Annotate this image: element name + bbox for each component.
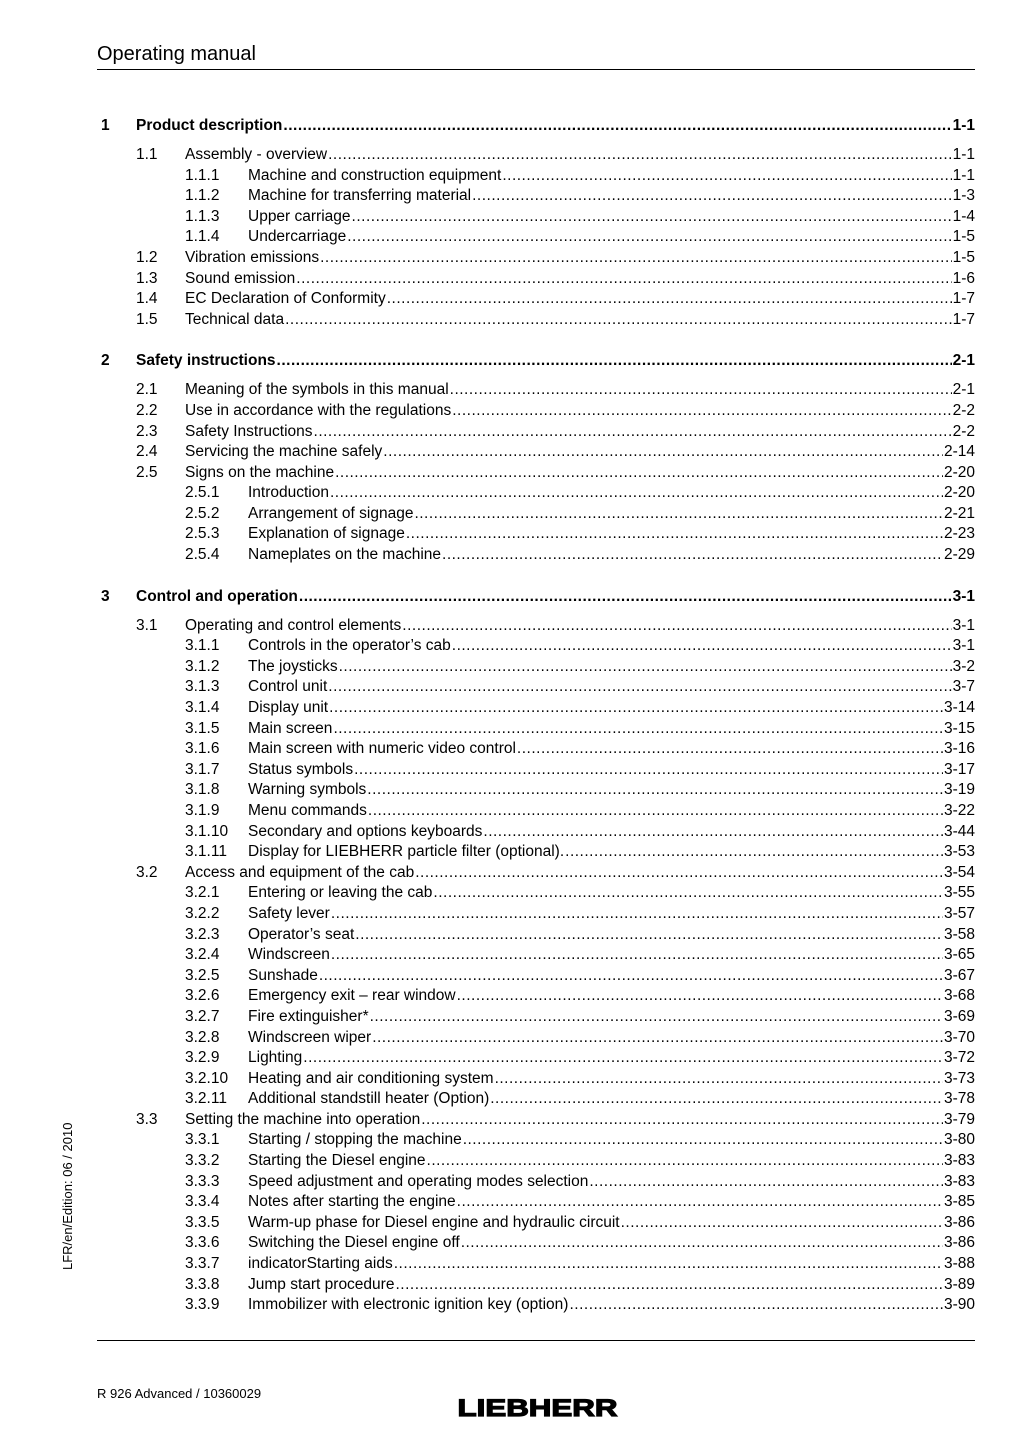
toc-entry-number: 1.3 xyxy=(136,269,158,287)
toc-entry xyxy=(97,863,975,884)
toc-dot-leader xyxy=(320,248,951,269)
toc-entry-page: 2-14 xyxy=(943,443,975,461)
toc-entry xyxy=(97,1089,975,1110)
toc-entry-number: 3.1.10 xyxy=(185,822,229,840)
toc-entry xyxy=(97,248,975,269)
toc-entry-page: 3-1 xyxy=(952,587,975,605)
toc-dot-leader xyxy=(335,463,943,484)
toc-entry-number: 1.4 xyxy=(136,290,158,308)
toc-dot-leader xyxy=(395,1275,943,1296)
toc-entry-page: 3-86 xyxy=(943,1234,975,1252)
toc-entry xyxy=(97,636,975,657)
toc-dot-leader xyxy=(367,780,943,801)
toc-entry xyxy=(97,504,975,525)
toc-entry xyxy=(97,545,975,566)
toc-entry-title: indicatorStarting aids xyxy=(248,1255,393,1273)
toc-entry-number: 3.1.3 xyxy=(185,678,220,696)
toc-entry xyxy=(97,310,975,331)
toc-entry-number: 3 xyxy=(101,587,110,605)
toc-entry-number: 3.2 xyxy=(136,863,158,881)
toc-entry-title: Operator’s seat xyxy=(248,925,355,943)
toc-dot-leader xyxy=(402,616,951,637)
toc-entry xyxy=(97,186,975,207)
toc-entry-title: Lighting xyxy=(248,1049,303,1067)
toc-entry xyxy=(97,1233,975,1254)
toc-dot-leader xyxy=(621,1213,943,1234)
toc-dot-leader xyxy=(370,1007,943,1028)
toc-dot-leader xyxy=(461,1233,943,1254)
toc-entry-number: 2.5 xyxy=(136,463,158,481)
toc-dot-leader xyxy=(355,925,943,946)
toc-entry-page: 3-7 xyxy=(952,678,975,696)
toc-entry-title: Status symbols xyxy=(248,760,354,778)
toc-entry-page: 3-53 xyxy=(943,843,975,861)
toc-dot-leader xyxy=(296,269,951,290)
toc-dot-leader xyxy=(372,1028,943,1049)
toc-entry-number: 1.1 xyxy=(136,145,158,163)
header-divider xyxy=(97,69,975,70)
toc-entry xyxy=(97,401,975,422)
toc-entry-title: Windscreen xyxy=(248,946,330,964)
toc-dot-leader xyxy=(463,1130,943,1151)
toc-entry-page: 3-55 xyxy=(943,884,975,902)
toc-entry xyxy=(97,925,975,946)
toc-entry xyxy=(97,380,975,401)
logo-text: LIEBHERR xyxy=(457,1395,618,1421)
toc-entry-title: Operating and control elements xyxy=(185,616,402,634)
toc-entry xyxy=(97,1275,975,1296)
toc-entry-number: 3.2.8 xyxy=(185,1028,220,1046)
toc-entry-number: 3.1 xyxy=(136,616,158,634)
toc-dot-leader xyxy=(472,186,951,207)
toc-entry-page: 3-78 xyxy=(943,1090,975,1108)
toc-entry-page: 2-21 xyxy=(943,504,975,522)
toc-dot-leader xyxy=(457,1192,943,1213)
toc-entry-number: 3.1.7 xyxy=(185,760,220,778)
toc-dot-leader xyxy=(383,442,943,463)
toc-entry-title: Controls in the operator’s cab xyxy=(248,637,451,655)
toc-dot-leader xyxy=(387,289,952,310)
toc-entry xyxy=(97,269,975,290)
toc-dot-leader xyxy=(415,863,943,884)
toc-dot-leader xyxy=(333,719,943,740)
toc-dot-leader xyxy=(331,904,943,925)
toc-entry xyxy=(97,698,975,719)
toc-entry-number: 3.1.9 xyxy=(185,801,220,819)
toc-entry-page: 1-4 xyxy=(952,207,975,225)
toc-entry-number: 3.3.3 xyxy=(185,1172,220,1190)
toc-entry-number: 3.3.9 xyxy=(185,1296,220,1314)
footer-divider xyxy=(97,1340,975,1341)
toc-dot-leader xyxy=(283,116,951,137)
toc-entry-title: Menu commands xyxy=(248,801,367,819)
toc-entry-page: 1-7 xyxy=(952,310,975,328)
toc-entry-title: Product description xyxy=(136,117,283,134)
toc-dot-leader xyxy=(483,822,943,843)
toc-entry xyxy=(97,1028,975,1049)
toc-entry xyxy=(97,1048,975,1069)
toc-entry-number: 3.1.5 xyxy=(185,719,220,737)
toc-entry-page: 3-54 xyxy=(943,863,975,881)
toc-entry-number: 3.2.4 xyxy=(185,946,220,964)
toc-entry-number: 3.1.2 xyxy=(185,657,220,675)
page-title: Operating manual xyxy=(97,43,256,65)
toc-entry-page: 3-44 xyxy=(943,822,975,840)
toc-entry-title: Undercarriage xyxy=(248,228,347,246)
toc-entry-page: 3-67 xyxy=(943,966,975,984)
toc-entry-page: 2-2 xyxy=(952,422,975,440)
toc-entry-number: 2.5.1 xyxy=(185,484,220,502)
toc-entry-title: Entering or leaving the cab xyxy=(248,884,433,902)
toc-entry-title: Display for LIEBHERR particle filter (optional). xyxy=(248,843,565,861)
document-reference: R 926 Advanced / 10360029 xyxy=(97,1386,262,1401)
toc-entry-page: 2-20 xyxy=(943,484,975,502)
toc-entry-number: 1.1.4 xyxy=(185,228,220,246)
toc-dot-leader xyxy=(495,1069,943,1090)
toc-entry-page: 3-57 xyxy=(943,904,975,922)
toc-entry-page: 3-68 xyxy=(943,987,975,1005)
toc-entry-title: Servicing the machine safely xyxy=(185,443,383,461)
toc-entry xyxy=(97,945,975,966)
toc-entry-number: 2.4 xyxy=(136,443,158,461)
toc-entry-number: 3.3.4 xyxy=(185,1193,220,1211)
toc-entry xyxy=(97,719,975,740)
toc-entry-title: Jump start procedure xyxy=(248,1275,395,1293)
toc-dot-leader xyxy=(433,883,943,904)
toc-entry-page: 3-1 xyxy=(952,616,975,634)
toc-entry-number: 3.2.9 xyxy=(185,1049,220,1067)
toc-entry-title: Nameplates on the machine xyxy=(248,546,442,564)
toc-entry xyxy=(97,351,975,372)
toc-dot-leader xyxy=(285,310,952,331)
toc-entry-title: Display unit xyxy=(248,699,329,717)
toc-entry xyxy=(97,904,975,925)
toc-entry-title: Windscreen wiper xyxy=(248,1028,372,1046)
toc-entry-page: 3-19 xyxy=(943,781,975,799)
toc-entry-page: 3-86 xyxy=(943,1213,975,1231)
toc-entry xyxy=(97,587,975,608)
toc-entry-number: 1.2 xyxy=(136,248,158,266)
toc-entry-title: Meaning of the symbols in this manual xyxy=(185,381,449,399)
toc-dot-leader xyxy=(329,698,943,719)
toc-entry-number: 3.3.6 xyxy=(185,1234,220,1252)
toc-entry-number: 2.1 xyxy=(136,381,158,399)
toc-entry-title: Explanation of signage xyxy=(248,525,405,543)
toc-entry-number: 1.1.2 xyxy=(185,187,220,205)
toc-entry-page: 3-15 xyxy=(943,719,975,737)
toc-entry-page: 3-16 xyxy=(943,740,975,758)
toc-entry xyxy=(97,760,975,781)
toc-entry-number: 1.1.1 xyxy=(185,166,220,184)
toc-entry-number: 3.2.10 xyxy=(185,1069,229,1087)
toc-dot-leader xyxy=(421,1110,943,1131)
toc-entry-number: 2.5.4 xyxy=(185,546,220,564)
toc-entry-number: 3.3.7 xyxy=(185,1255,220,1273)
toc-entry-title: Sunshade xyxy=(248,966,318,984)
toc-dot-leader xyxy=(450,380,952,401)
toc-entry-number: 1 xyxy=(101,117,110,134)
toc-entry-page: 3-83 xyxy=(943,1152,975,1170)
toc-entry-page: 3-83 xyxy=(943,1172,975,1190)
toc-entry-page: 2-20 xyxy=(943,463,975,481)
toc-entry xyxy=(97,1254,975,1275)
toc-entry-page: 1-5 xyxy=(952,228,975,246)
toc-dot-leader xyxy=(328,677,951,698)
toc-entry xyxy=(97,822,975,843)
toc-dot-leader xyxy=(427,1151,943,1172)
toc-entry-title: Signs on the machine xyxy=(185,463,335,481)
toc-entry-page: 2-23 xyxy=(943,525,975,543)
toc-entry-number: 3.2.3 xyxy=(185,925,220,943)
toc-entry-number: 2 xyxy=(101,352,110,370)
toc-entry-page: 1-1 xyxy=(952,166,975,184)
toc-dot-leader xyxy=(565,842,943,863)
toc-dot-leader xyxy=(330,483,943,504)
toc-entry xyxy=(97,442,975,463)
toc-entry-page: 3-65 xyxy=(943,946,975,964)
toc-dot-leader xyxy=(414,504,943,525)
toc-dot-leader xyxy=(452,401,951,422)
toc-entry-page: 3-79 xyxy=(943,1110,975,1128)
toc-entry-title: Upper carriage xyxy=(248,207,351,225)
toc-entry-number: 3.3.8 xyxy=(185,1275,220,1293)
toc-entry-title: Technical data xyxy=(185,310,285,328)
toc-dot-leader xyxy=(314,422,952,443)
toc-entry-number: 2.3 xyxy=(136,422,158,440)
toc-entry xyxy=(97,801,975,822)
toc-dot-leader xyxy=(452,636,952,657)
toc-entry-number: 1.1.3 xyxy=(185,207,220,225)
toc-entry-page: 1-1 xyxy=(952,145,975,163)
toc-entry xyxy=(97,1295,975,1316)
toc-entry-title: Safety lever xyxy=(248,904,330,922)
toc-entry-title: The joysticks xyxy=(248,657,338,675)
toc-entry-title: Assembly - overview xyxy=(185,145,328,163)
toc-entry-title: Warm-up phase for Diesel engine and hydraulic circuit xyxy=(248,1213,620,1231)
toc-entry-title: Additional standstill heater (Option) xyxy=(248,1090,490,1108)
toc-entry-title: Warning symbols xyxy=(248,781,367,799)
toc-entry-number: 3.2.7 xyxy=(185,1007,220,1025)
toc-entry-number: 3.3.1 xyxy=(185,1131,220,1149)
toc-entry xyxy=(97,1151,975,1172)
toc-entry-title: Safety instructions xyxy=(136,352,276,370)
toc-entry xyxy=(97,116,975,137)
toc-entry-title: Starting / stopping the machine xyxy=(248,1131,462,1149)
toc-entry-number: 1.5 xyxy=(136,310,158,328)
toc-entry xyxy=(97,842,975,863)
toc-entry-title: Safety Instructions xyxy=(185,422,313,440)
toc-entry-title: Sound emission xyxy=(185,269,296,287)
toc-entry xyxy=(97,463,975,484)
liebherr-logo xyxy=(456,1395,619,1421)
toc-entry-title: Machine for transferring material xyxy=(248,187,472,205)
toc-entry-title: Notes after starting the engine xyxy=(248,1193,456,1211)
toc-dot-leader xyxy=(502,166,951,187)
toc-entry-page: 3-2 xyxy=(952,657,975,675)
toc-entry xyxy=(97,1069,975,1090)
toc-dot-leader xyxy=(589,1172,943,1193)
toc-entry-number: 3.2.1 xyxy=(185,884,220,902)
toc-entry-page: 2-1 xyxy=(952,352,975,370)
toc-entry-title: Control unit xyxy=(248,678,328,696)
toc-entry-number: 3.1.11 xyxy=(185,843,227,861)
toc-dot-leader xyxy=(368,801,943,822)
toc-entry xyxy=(97,616,975,637)
toc-entry-title: Fire extinguisher* xyxy=(248,1007,369,1025)
toc-entry xyxy=(97,227,975,248)
toc-entry xyxy=(97,1192,975,1213)
toc-entry-title: Machine and construction equipment xyxy=(248,166,502,184)
toc-entry xyxy=(97,1213,975,1234)
toc-entry-number: 2.5.2 xyxy=(185,504,220,522)
toc-entry-number: 2.2 xyxy=(136,401,158,419)
toc-entry-number: 3.3.2 xyxy=(185,1152,220,1170)
toc-dot-leader xyxy=(277,351,952,372)
toc-entry xyxy=(97,483,975,504)
toc-entry-number: 3.2.11 xyxy=(185,1090,227,1108)
toc-entry-page: 3-88 xyxy=(943,1255,975,1273)
toc-entry-page: 3-89 xyxy=(943,1275,975,1293)
toc-entry-page: 1-1 xyxy=(952,117,975,134)
toc-entry-page: 3-80 xyxy=(943,1131,975,1149)
toc-entry-number: 3.1.4 xyxy=(185,699,220,717)
toc-entry-number: 3.1.8 xyxy=(185,781,220,799)
toc-entry-title: Use in accordance with the regulations xyxy=(185,401,452,419)
toc-entry-page: 3-85 xyxy=(943,1193,975,1211)
toc-entry-title: Emergency exit – rear window xyxy=(248,987,456,1005)
toc-entry xyxy=(97,883,975,904)
toc-entry-number: 3.1.1 xyxy=(185,637,220,655)
toc-entry-title: Main screen with numeric video control xyxy=(248,740,516,758)
toc-entry xyxy=(97,422,975,443)
toc-entry xyxy=(97,657,975,678)
toc-entry-number: 3.2.5 xyxy=(185,966,220,984)
toc-dot-leader xyxy=(406,524,943,545)
toc-entry-page: 3-90 xyxy=(943,1296,975,1314)
toc-entry-title: Heating and air conditioning system xyxy=(248,1069,494,1087)
toc-entry-title: Introduction xyxy=(248,484,329,502)
toc-entry-page: 3-69 xyxy=(943,1007,975,1025)
toc-entry-title: Arrangement of signage xyxy=(248,504,414,522)
toc-entry-title: EC Declaration of Conformity xyxy=(185,290,386,308)
toc-entry xyxy=(97,1172,975,1193)
toc-dot-leader xyxy=(299,587,952,608)
toc-dot-leader xyxy=(347,227,951,248)
toc-entry-title: Secondary and options keyboards xyxy=(248,822,483,840)
toc-entry-page: 2-1 xyxy=(952,381,975,399)
toc-entry-page: 3-58 xyxy=(943,925,975,943)
toc-dot-leader xyxy=(339,657,952,678)
toc-entry-page: 2-2 xyxy=(952,401,975,419)
toc-entry-title: Switching the Diesel engine off xyxy=(248,1234,460,1252)
toc-entry-page: 1-5 xyxy=(952,248,975,266)
toc-entry-number: 3.2.6 xyxy=(185,987,220,1005)
toc-entry xyxy=(97,289,975,310)
toc-dot-leader xyxy=(328,145,951,166)
toc-dot-leader xyxy=(331,945,943,966)
toc-entry-page: 3-17 xyxy=(943,760,975,778)
toc-entry-page: 3-14 xyxy=(943,699,975,717)
toc-entry xyxy=(97,1007,975,1028)
toc-dot-leader xyxy=(394,1254,943,1275)
toc-entry-title: Access and equipment of the cab xyxy=(185,863,415,881)
toc-dot-leader xyxy=(442,545,943,566)
toc-entry-number: 3.3 xyxy=(136,1110,158,1128)
toc-entry-number: 3.1.6 xyxy=(185,740,220,758)
toc-entry-page: 1-6 xyxy=(952,269,975,287)
toc-entry xyxy=(97,677,975,698)
toc-dot-leader xyxy=(517,739,943,760)
toc-dot-leader xyxy=(569,1295,943,1316)
toc-entry xyxy=(97,207,975,228)
toc-entry xyxy=(97,166,975,187)
toc-entry-page: 2-29 xyxy=(943,546,975,564)
toc-dot-leader xyxy=(319,966,943,987)
toc-entry xyxy=(97,524,975,545)
toc-entry xyxy=(97,739,975,760)
table-of-contents xyxy=(97,116,975,1316)
toc-entry-title: Vibration emissions xyxy=(185,248,320,266)
toc-entry-title: Setting the machine into operation xyxy=(185,1110,421,1128)
edition-note: LFR/en/Edition: 06 / 2010 xyxy=(60,1122,75,1270)
toc-entry-number: 3.3.5 xyxy=(185,1213,220,1231)
toc-entry-page: 1-3 xyxy=(952,187,975,205)
toc-dot-leader xyxy=(303,1048,943,1069)
toc-entry-title: Main screen xyxy=(248,719,333,737)
toc-entry-number: 2.5.3 xyxy=(185,525,220,543)
toc-entry-page: 3-72 xyxy=(943,1049,975,1067)
toc-entry-page: 3-70 xyxy=(943,1028,975,1046)
toc-dot-leader xyxy=(354,760,943,781)
toc-entry-title: Control and operation xyxy=(136,587,298,605)
toc-entry-title: Starting the Diesel engine xyxy=(248,1152,426,1170)
toc-entry xyxy=(97,1110,975,1131)
toc-entry xyxy=(97,145,975,166)
toc-entry-title: Immobilizer with electronic ignition key (option) xyxy=(248,1296,569,1314)
toc-entry-page: 1-7 xyxy=(952,290,975,308)
toc-entry-page: 3-73 xyxy=(943,1069,975,1087)
toc-entry-title: Speed adjustment and operating modes selection xyxy=(248,1172,589,1190)
toc-dot-leader xyxy=(457,986,943,1007)
toc-entry xyxy=(97,1130,975,1151)
toc-dot-leader xyxy=(352,207,952,228)
toc-entry-page: 3-1 xyxy=(952,637,975,655)
toc-entry-page: 3-22 xyxy=(943,801,975,819)
toc-entry xyxy=(97,966,975,987)
toc-entry-number: 3.2.2 xyxy=(185,904,220,922)
toc-entry xyxy=(97,780,975,801)
toc-entry xyxy=(97,986,975,1007)
toc-dot-leader xyxy=(490,1089,943,1110)
